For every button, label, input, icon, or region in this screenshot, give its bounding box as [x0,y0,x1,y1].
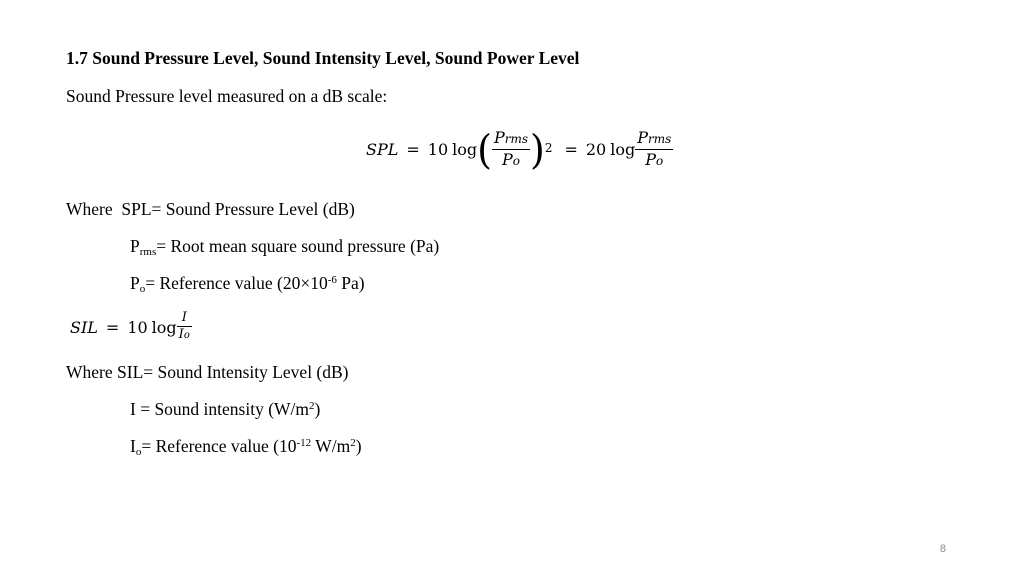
i-close-paren: ) [314,399,321,419]
io-close-paren: ) [355,436,362,456]
po-subscript: o [139,283,146,295]
io-definition [130,436,362,457]
io-denominator-sub: o [183,330,190,341]
page-number: 8 [939,543,946,555]
equals-sign-2: = [564,140,578,159]
i-definition-text: I = Sound intensity (W/m [130,399,310,419]
spl-equation [366,128,673,171]
sil-equals-sign: = [105,317,120,337]
po-unit: Pa) [336,273,365,293]
pressure-ratio-fraction [492,128,530,171]
squared-exponent: 2 [544,140,553,155]
po-denominator-sub: o [512,154,520,168]
i-exponent: 2 [309,400,315,412]
io-unit: W/m [311,436,351,456]
prms-numerator-sub-2: rms [648,132,672,146]
slide-title: 1.7 Sound Pressure Level, Sound Intensity Level, Sound Power Level [66,48,580,68]
prms-numerator-sub: rms [504,132,528,146]
po-denominator-2: P [645,150,657,169]
log-operator-2: log [610,140,636,159]
prms-definition [130,236,439,257]
io-unit-exponent: 2 [350,437,356,449]
io-definition-text: = Reference value (10 [141,436,297,456]
prms-numerator-2: P [637,128,648,147]
log-operator: log [452,140,478,159]
sil-symbol: SIL [70,317,98,337]
left-paren: ( [477,126,492,173]
po-symbol: P [130,273,140,293]
sil-equation [70,310,192,344]
spl-where-text: Where SPL= Sound Pressure Level (dB) [66,199,355,219]
po-definition-text: = Reference value (20×10 [145,273,328,293]
prms-numerator: P [493,128,505,147]
prms-subscript: rms [139,246,157,258]
i-numerator: I [181,310,187,325]
prms-definition-text: = Root mean square sound pressure (Pa) [156,236,440,256]
right-paren: ) [530,126,545,173]
po-denominator-sub-2: o [656,154,664,168]
sil-coefficient: 10 [127,317,148,337]
intro-text: Sound Pressure level measured on a dB scale: [66,86,388,106]
pressure-ratio-fraction-2 [635,128,673,171]
io-symbol: I [130,436,136,456]
sil-log-operator: log [151,317,177,337]
sil-where-text: Where SIL= Sound Intensity Level (dB) [66,362,349,382]
io-exponent: -12 [296,437,312,449]
po-denominator: P [501,150,513,169]
equals-sign: = [406,140,420,159]
po-definition [130,273,365,294]
io-denominator: I [178,327,184,342]
coefficient-20: 20 [585,140,607,159]
spl-symbol: SPL [366,140,399,159]
i-definition [130,399,320,420]
prms-symbol: P [130,236,140,256]
coefficient-10: 10 [427,140,449,159]
po-exponent: -6 [327,274,337,286]
io-subscript: o [135,446,142,458]
intensity-ratio-fraction [177,310,192,344]
